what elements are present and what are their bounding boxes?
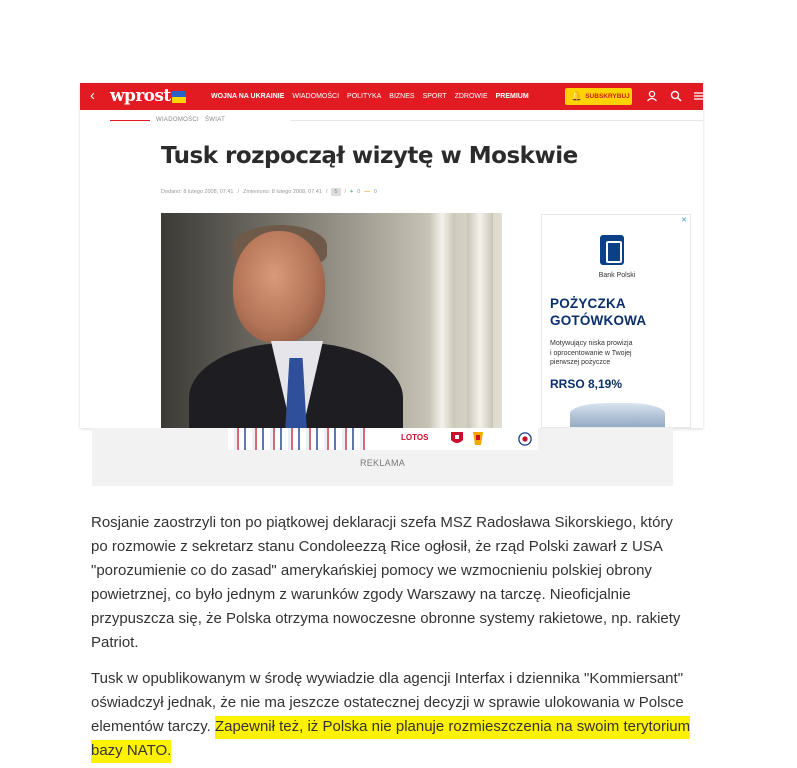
article-paragraph-1: Rosjanie zaostrzyli ton po piątkowej deklaracji szefa MSZ Radosława Sikorskiego, który po rozmowie z sekretarz stanu Condoleezzą Rice ogłosił, że rząd Polski zawarł z USA "porozumienie co do zasad" amerykańskiej pomocy we wzmocnieniu polskiej obrony powietrznej, co było jednym z warunków zgody Warszawy na tarczę. Nieoficjalnie przypuszcza się, że Polska otrzyma nowoczesne obronne systemy rakietowe, np. rakiety Patriot. (91, 514, 681, 651)
lotos-logo: LOTOS (401, 433, 429, 442)
ad-rrso: RRSO 8,19% (550, 377, 623, 391)
ad-headline: POŻYCZKA GOTÓWKOWA (550, 296, 647, 328)
nav-item-premium[interactable]: PREMIUM (495, 93, 529, 100)
nav-item-biznes[interactable]: BIZNES (389, 93, 415, 100)
minus-count: 0 (373, 189, 377, 195)
pko-logo (600, 235, 624, 265)
side-advertisement[interactable] (541, 214, 691, 428)
subscribe-button[interactable]: 🔔 SUBSKRYBUJ (565, 88, 632, 105)
nav-item-wojna[interactable]: WOJNA NA UKRAINIE (211, 93, 285, 100)
back-chevron-icon[interactable]: ‹ (90, 87, 95, 104)
bell-icon: 🔔 (571, 91, 583, 101)
shield-icon (450, 431, 464, 447)
article-screenshot (80, 83, 703, 428)
modified-date: Zmieniono: 8 lutego 2008, 07:41 (243, 189, 322, 195)
ad-image (570, 403, 665, 428)
ad-label: REKLAMA (359, 458, 406, 468)
ukraine-flag-icon (172, 91, 186, 103)
main-nav (211, 92, 529, 102)
highlighted-text: Zapewnił też, iż Polska nie planuje rozmieszczenia na swoim terytorium bazy NATO. (91, 716, 690, 763)
article-meta: Dodano: 8 lutego 2008, 07:41 / Zmieniono: 8 lutego 2008, 07:41 / 5 / + 0 — 0 (161, 189, 377, 195)
divider (290, 120, 703, 121)
search-icon[interactable] (670, 90, 682, 102)
ad-bank-name: Bank Polski (598, 272, 636, 279)
ad-close-icon[interactable]: ✕ (681, 217, 687, 224)
nav-item-wiadomosci[interactable]: WIADOMOŚCI (292, 93, 340, 100)
nav-item-polityka[interactable]: POLITYKA (347, 93, 382, 100)
site-logo[interactable]: wprost (110, 86, 171, 106)
article-photo (161, 213, 502, 428)
nav-item-zdrowie[interactable]: ZDROWIE (454, 93, 488, 100)
ball-icon (518, 431, 532, 447)
user-icon[interactable] (646, 90, 658, 102)
comments-count[interactable]: 5 (331, 188, 340, 196)
breadcrumb-swiat[interactable]: ŚWIAT (205, 117, 226, 123)
banner-advertisement (92, 428, 673, 486)
banner-ad-strip[interactable] (228, 428, 538, 450)
plus-vote-icon[interactable]: + (350, 189, 354, 195)
top-nav-bar (80, 83, 703, 110)
breadcrumb (110, 115, 225, 125)
menu-icon[interactable] (693, 90, 703, 102)
minus-vote-icon[interactable]: — (364, 189, 370, 195)
article-title: Tusk rozpoczął wizytę w Moskwie (161, 143, 578, 169)
article-paragraph-2 (91, 667, 691, 763)
paragraph-2-text: Tusk w opublikowanym w środę wywiadzie dla agencji Interfax i dziennika "Kommiersant" oświadczył jednak, że nie ma jeszcze ostatecznej decyzji w sprawie ulokowania w Polsce elementów tarczy. (91, 670, 684, 735)
plus-count: 0 (357, 189, 361, 195)
breadcrumb-wiadomosci[interactable]: WIADOMOŚCI (156, 117, 199, 123)
crest-icon (471, 431, 485, 447)
published-date: Dodano: 8 lutego 2008, 07:41 (161, 189, 234, 195)
nav-item-sport[interactable]: SPORT (422, 93, 447, 100)
ad-description: Motywujący niska prowizja i oprocentowanie w Twojej pierwszej pożyczce (550, 340, 633, 366)
